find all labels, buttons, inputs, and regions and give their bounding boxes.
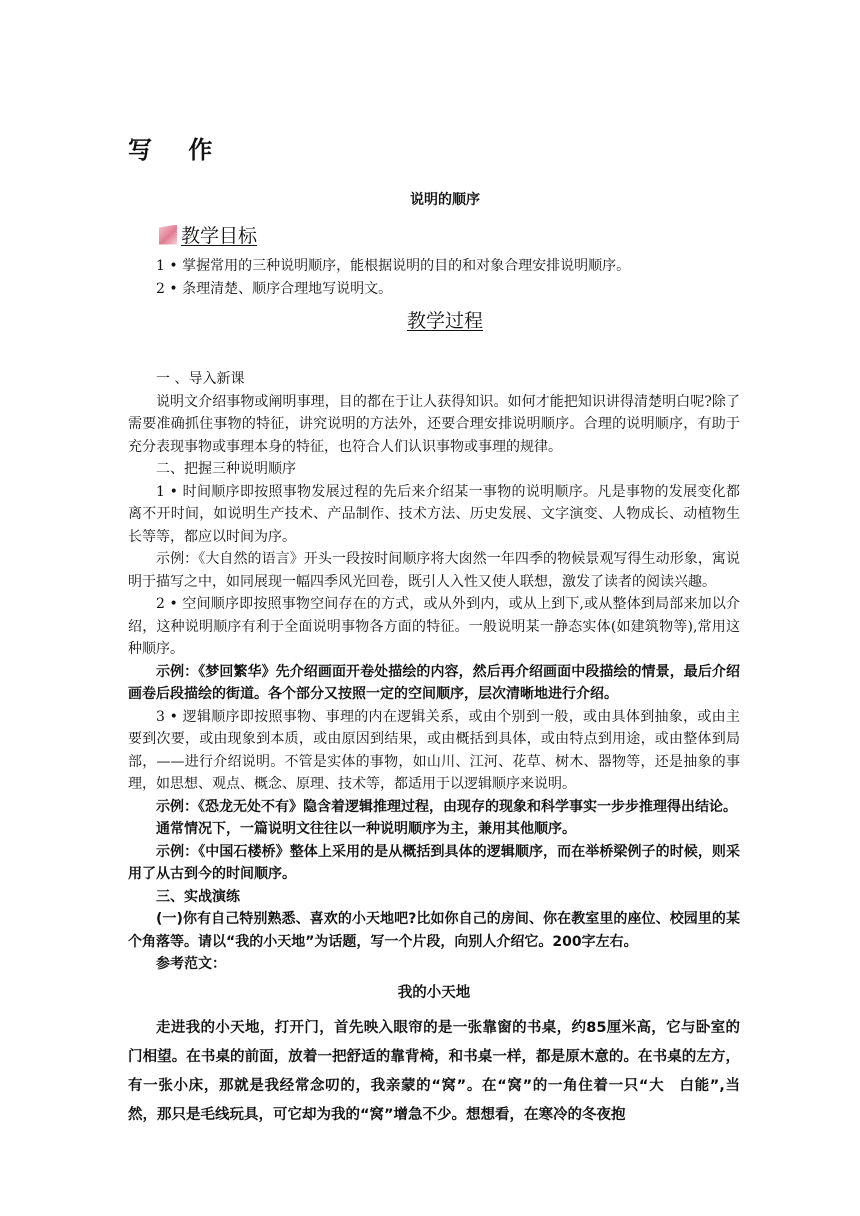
page-title: 写 作	[128, 136, 227, 164]
paragraph: 2 • 空间顺序即按照事物空间存在的方式，或从外到内，或从上到下,或从整体到局部来加以介绍，这种说明顺序有利于全面说明事物各方面的特征。一般说明某一静态实体(如建筑物等),常用这种顺序。	[128, 596, 740, 657]
section-3-title: 三、实战演练	[156, 888, 240, 905]
reference-label: 参考范文：	[156, 956, 226, 972]
sample-essay	[128, 979, 740, 1130]
lesson-subtitle: 说明的顺序	[410, 192, 480, 208]
goal-item: 1 • 掌握常用的三种说明顺序，能根据说明的目的和对象合理安排说明顺序。	[156, 258, 631, 274]
example-paragraph: 示例：《恐龙无处不有》隐含着逻辑推理过程，由现存的现象和科学事实一步步推理得出结论。	[156, 798, 737, 815]
document-body	[128, 255, 740, 1130]
section-1-title: 一 、导入新课	[156, 371, 245, 387]
paragraph: 1 • 时间顺序即按照事物发展过程的先后来介绍某一事物的说明顺序。凡是事物的发展变化都离不开时间，如说明生产技术、产品制作、技术方法、历史发展、文字演变、人物成长、动植物生长等等，都应以时间为序。	[128, 483, 740, 545]
process-label: 教学过程	[406, 310, 483, 332]
paragraph: 3 • 逻辑顺序即按照事物、事理的内在逻辑关系，或由个别到一般，或由具体到抽象，或由主要到次要，或由现象到本质，或由原因到结果，或由概括到具体，或由特点到用途，或由整体到局部，——进行介绍说明。不管是实体的事物，如山川、江河、花草、树木、器物等，还是抽象的事理，如思想、观点、概念、原理、技术等，都适用于以逻辑顺序来说明。	[128, 708, 740, 792]
task-paragraph: (一)你有自己特别熟悉、喜欢的小天地吧?比如你自己的房间、你在教室里的座位、校园里的某个角落等。请以“我的小天地”为话题，写一个片段，向别人介绍它。200字左右。	[128, 911, 740, 950]
ribbon-marker-icon	[159, 225, 177, 245]
paragraph: 说明文介绍事物或阐明事理，目的都在于让人获得知识。如何才能把知识讲得清楚明白呢?除了需要准确抓住事物的特征，讲究说明的方法外，还要合理安排说明顺序。合理的说明顺序，有助于充分表现事物或事理本身的特征，也符合人们认识事物或事理的规律。	[128, 393, 740, 455]
example-paragraph: 示例：《大自然的语言》开头一段按时间顺序将大囱然一年四季的物候景观写得生动形象，寓说明于描写之中，如同展现一幅四季风光回卷，既引人入性又使人联想，激发了读者的阅读兴趣。	[128, 551, 740, 590]
section-2-title: 二、把握三种说明顺序	[156, 461, 296, 477]
essay-text: 走进我的小天地，打开门，首先映入眼帘的是一张靠窗的书桌，约85厘米高，它与卧室的门相望。在书桌的前面，放着一把舒适的靠背椅，和书桌一样，都是原木意的。在书桌的左方，有一张小床，那就是我经常念叨的，我亲蒙的“窝”。在“窝”的一角住着一只“大 白能”,当然，那只是毛线玩具，可它却为我的“窝”增急不少。想想看，在寒冷的冬夜抱	[128, 1019, 740, 1123]
goal-item: 2 • 条理清楚、顺序合理地写说明文。	[156, 280, 393, 297]
example-paragraph: 示例：《梦回繁华》先介绍画面开卷处描绘的内容，然后再介绍画面中段描绘的情景，最后介绍画卷后段描绘的街道。各个部分又按照一定的空间顺序，层次清晰地进行介绍。	[128, 663, 740, 702]
goals-section-header	[159, 221, 257, 248]
example-paragraph: 示例：《中国石楼桥》整体上采用的是从概括到具体的逻辑顺序，而在举桥梁例子的时候，则采用了从古到今的时间顺序。	[128, 843, 740, 882]
note-paragraph: 通常情况下，一篇说明文往往以一种说明顺序为主，兼用其他顺序。	[156, 821, 576, 837]
goals-label: 教学目标	[181, 225, 258, 247]
essay-title: 我的小天地	[397, 984, 471, 1001]
